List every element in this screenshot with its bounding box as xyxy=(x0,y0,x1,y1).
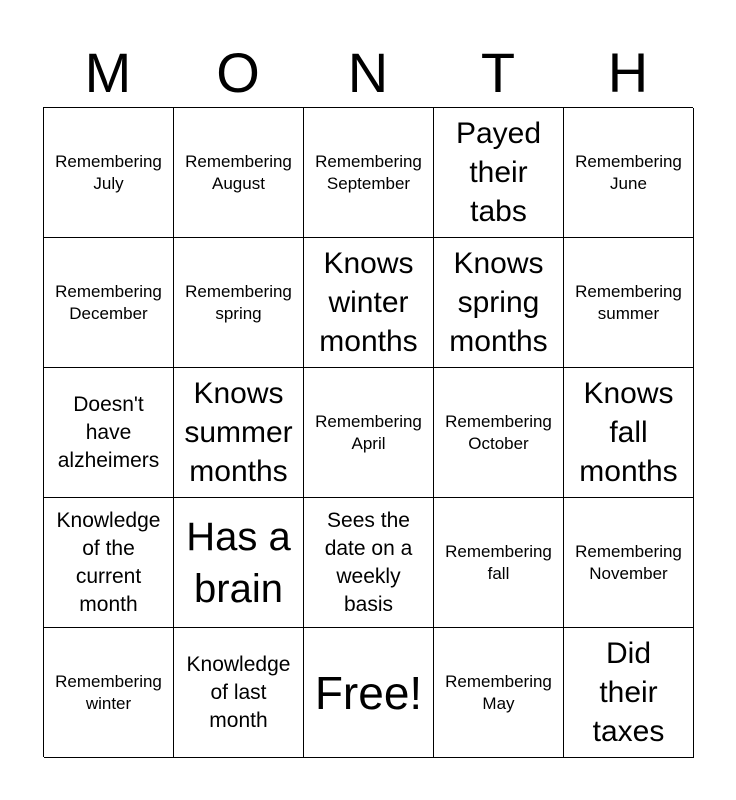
bingo-header xyxy=(43,40,693,106)
cell-text: Knowledge of the current month xyxy=(56,508,161,616)
cell-text: Remembering May xyxy=(445,671,552,713)
cell-text: Knows spring months xyxy=(449,247,548,358)
header-letter-h: H xyxy=(607,41,649,104)
bingo-cell[interactable] xyxy=(564,108,694,238)
bingo-cell[interactable] xyxy=(174,498,304,628)
cell-text: Payed their tabs xyxy=(455,117,542,228)
free-space-cell[interactable] xyxy=(304,628,434,758)
cell-text: Has a brain xyxy=(186,514,291,611)
bingo-cell[interactable] xyxy=(564,498,694,628)
cell-text: Remembering winter xyxy=(55,671,162,713)
header-letter-m: M xyxy=(84,41,132,104)
bingo-cell[interactable] xyxy=(434,628,564,758)
cell-text: Doesn't have alzheimers xyxy=(57,392,160,472)
cell-text: Remembering December xyxy=(55,281,162,323)
bingo-cell[interactable] xyxy=(304,108,434,238)
bingo-cell[interactable] xyxy=(434,368,564,498)
bingo-cell[interactable] xyxy=(434,108,564,238)
bingo-cell[interactable] xyxy=(44,628,174,758)
cell-text: Remembering spring xyxy=(185,281,292,323)
cell-text: Remembering summer xyxy=(575,281,682,323)
cell-text: Remembering September xyxy=(315,151,422,193)
cell-text: Did their taxes xyxy=(592,637,665,748)
cell-text: Remembering June xyxy=(575,151,682,193)
cell-text: Remembering fall xyxy=(445,541,552,583)
header-letter-o: O xyxy=(216,41,260,104)
bingo-cell[interactable] xyxy=(44,498,174,628)
bingo-cell[interactable] xyxy=(174,368,304,498)
bingo-cell[interactable] xyxy=(174,108,304,238)
cell-text: Sees the date on a weekly basis xyxy=(324,508,413,616)
cell-text: Remembering April xyxy=(315,411,422,453)
bingo-cell[interactable] xyxy=(564,368,694,498)
cell-text: Remembering August xyxy=(185,151,292,193)
cell-text: Knowledge of last month xyxy=(186,652,291,732)
cell-text: Remembering October xyxy=(445,411,552,453)
bingo-cell[interactable] xyxy=(174,628,304,758)
cell-text: Knows winter months xyxy=(319,247,418,358)
bingo-cell[interactable] xyxy=(434,498,564,628)
bingo-cell[interactable] xyxy=(564,628,694,758)
bingo-cell[interactable] xyxy=(434,238,564,368)
bingo-cell[interactable] xyxy=(44,238,174,368)
bingo-cell[interactable] xyxy=(174,238,304,368)
cell-text: Remembering July xyxy=(55,151,162,193)
header-letter-n: N xyxy=(347,41,389,104)
cell-text: Knows summer months xyxy=(184,377,293,488)
bingo-cell[interactable] xyxy=(304,368,434,498)
header-letter-t: T xyxy=(480,41,516,104)
cell-text: Knows fall months xyxy=(579,377,678,488)
free-space-text: Free! xyxy=(314,666,423,719)
bingo-cell[interactable] xyxy=(304,498,434,628)
bingo-cell[interactable] xyxy=(44,368,174,498)
bingo-cell[interactable] xyxy=(44,108,174,238)
bingo-cell[interactable] xyxy=(564,238,694,368)
bingo-cell[interactable] xyxy=(304,238,434,368)
bingo-grid xyxy=(43,107,693,757)
cell-text: Remembering November xyxy=(575,541,682,583)
